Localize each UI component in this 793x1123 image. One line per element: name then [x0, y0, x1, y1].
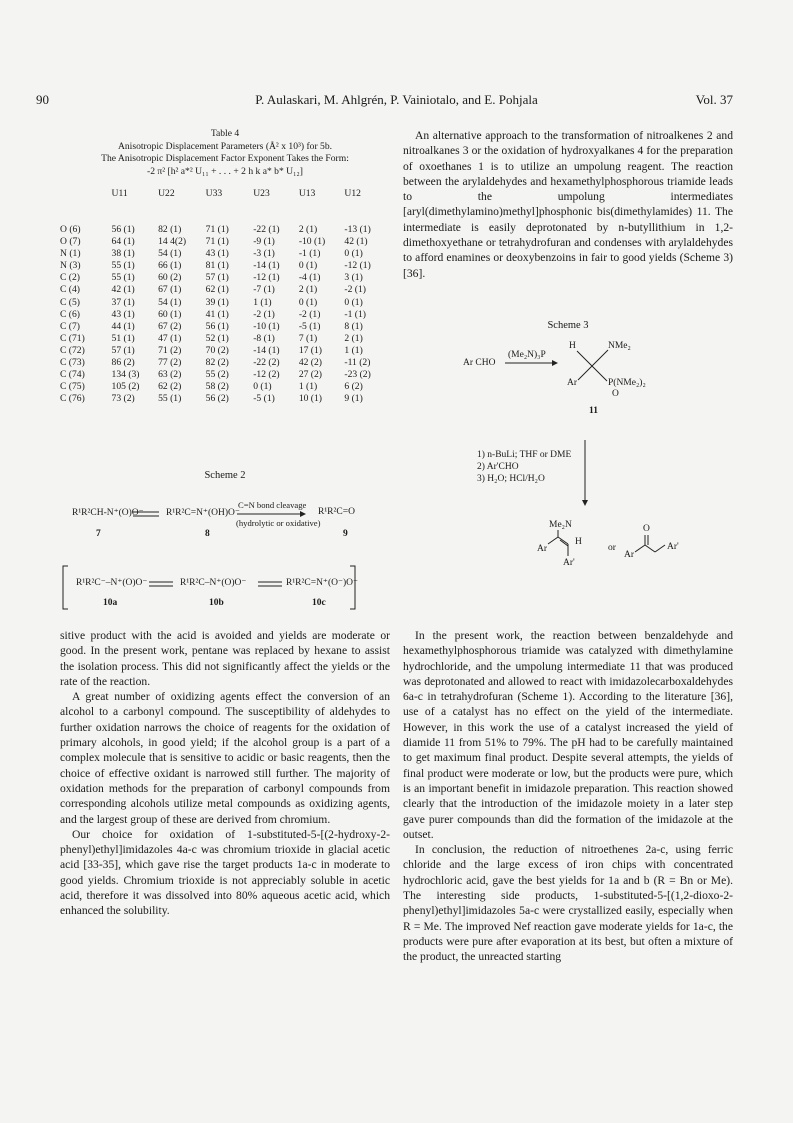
table-caption-line3: -2 π² [h² a*² U₁₁ + . . . + 2 h k a* b* U₁₂]: [147, 165, 303, 177]
page-number: 90: [36, 92, 49, 107]
table-cell: 71 (2): [158, 344, 182, 356]
table-cell: -10 (1): [298, 236, 326, 248]
col-header: U22: [158, 188, 175, 199]
scheme-3-title: Scheme 3: [547, 320, 589, 331]
product-11-ar: Ar: [567, 378, 578, 388]
table-cell: -3 (1): [253, 248, 275, 260]
table-cell: 42 (1): [111, 284, 135, 296]
table-cell: 8 (1): [344, 320, 363, 332]
table-cell: 86 (2): [111, 357, 135, 369]
table-cell: -1 (1): [344, 308, 366, 320]
compound-10c-label: 10c: [312, 598, 326, 608]
table-cell: 39 (1): [205, 296, 229, 308]
compound-10a-label: 10a: [103, 598, 118, 608]
compound-10b-label: 10b: [209, 598, 224, 608]
table-cell: -12 (1): [344, 260, 371, 272]
table-cell: 51 (1): [111, 332, 135, 344]
scheme-2-title: Scheme 2: [204, 470, 246, 481]
product-11-nme2: NMe₂: [608, 341, 631, 351]
compound-8-structure: R¹R²C=N⁺(OH)O⁻: [166, 508, 240, 518]
table-cell: 73 (2): [111, 393, 135, 405]
table-cell: 0 (1): [344, 248, 363, 260]
scheme-3-condition-2: 2) Ar'CHO: [477, 462, 519, 472]
enamine-me2n: Me₂N: [549, 520, 572, 530]
table-cell: 82 (2): [205, 357, 229, 369]
table-cell: -4 (1): [298, 272, 321, 284]
table-cell: 66 (1): [158, 260, 182, 272]
scheme-3-or: or: [608, 543, 616, 553]
table-cell: 57 (1): [205, 272, 229, 284]
product-11-phosphonic: P(NMe₂)₂: [608, 378, 646, 388]
table-cell: 71 (1): [205, 224, 229, 235]
atom-label-cell: C (4): [60, 284, 80, 296]
table-cell: -22 (2): [253, 357, 280, 369]
table-cell: -14 (1): [253, 260, 280, 272]
atom-label-cell: N (1): [60, 248, 81, 260]
table-cell: -8 (1): [253, 332, 275, 344]
atom-label-cell: C (75): [60, 381, 85, 393]
table-cell: 14 4(2): [158, 236, 187, 248]
table-cell: 58 (2): [205, 381, 229, 393]
ketone-oxygen: O: [643, 524, 650, 534]
paragraph: A great number of oxidizing agents effect the conversion of an alcohol to a carbonyl compound. The susceptibility of aldehydes to further oxidation narrows the choice of reagents for the oxidation of primary alcohols, in good yield; if the alcohol group is a part of a complex molecule that is sensitive to acidic or basic reagents, then the choice of effective oxidant is narrowed still further. The majority of oxidation methods for the preparation of carbonyl compounds from corresponding alcohols utilize metal compounds as oxidizing agents, and the largest group of these are derived from chromium.: [60, 690, 390, 826]
table-cell: 70 (2): [205, 344, 229, 356]
table-cell: -2 (1): [253, 308, 275, 320]
table-cell: -7 (1): [253, 284, 275, 296]
table-cell: 2 (1): [298, 284, 318, 296]
ketone-ar: Ar: [624, 550, 635, 560]
col-header: U13: [298, 188, 316, 199]
table-cell: 1 (1): [298, 381, 318, 393]
table-cell: 38 (1): [111, 248, 135, 260]
col-header: U11: [111, 188, 128, 199]
ketone-ar-prime: Ar': [667, 542, 679, 552]
compound-10b-structure: R¹R²C–N⁺(O)O⁻: [180, 578, 247, 588]
table-cell: 62 (1): [205, 284, 229, 296]
table-cell: -14 (1): [253, 344, 280, 356]
paragraph: In conclusion, the reduction of nitroethenes 2a-c, using ferric chloride and the large excess of iron chips with concentrated hydrochloric acid, gave the best yields for 1a and b (R = Bn or Me). The interesting side products, 1-substituted-5-[(1,2-dioxo-2-phenyl)ethyl]imidazoles 5a-c were crystallized easily, especially when R = Me. The improved Nef reaction gave moderate yields for 1a-c, the products were pure after evaporation at its best, but often a mixture of the product, the unreacted starting: [403, 843, 733, 964]
atom-label-cell: C (73): [60, 357, 85, 369]
table-cell: 82 (1): [158, 224, 182, 235]
table-cell: 56 (1): [111, 224, 135, 235]
table-cell: 54 (1): [158, 248, 182, 260]
enamine-ar-prime: Ar': [563, 558, 575, 568]
table-cell: 81 (1): [205, 260, 229, 272]
scheme-3-condition-1: 1) n-BuLi; THF or DME: [477, 450, 572, 460]
table-cell: 0 (1): [298, 260, 318, 272]
table-caption-line2: The Anisotropic Displacement Factor Exponent Takes the Form:: [101, 153, 349, 164]
table-cell: 62 (2): [158, 381, 182, 393]
scheme-3-reactant: Ar CHO: [463, 358, 496, 368]
table-cell: -5 (1): [298, 320, 321, 332]
volume-label: Vol. 37: [695, 92, 733, 107]
atom-label-cell: O (6): [60, 224, 81, 235]
table-cell: 56 (2): [205, 393, 229, 405]
table-cell: 64 (1): [111, 236, 135, 248]
scheme-3-condition-3: 3) H₂O; HCl/H₂O: [477, 474, 545, 484]
table-cell: -1 (1): [298, 248, 321, 260]
compound-9-structure: R¹R²C=O: [318, 507, 355, 517]
table-cell: 134 (3): [111, 369, 140, 381]
table-cell: 55 (1): [158, 393, 182, 405]
compound-10a-structure: R¹R²C⁻–N⁺(O)O⁻: [76, 578, 148, 588]
table-cell: -10 (1): [253, 320, 280, 332]
compound-8-label: 8: [205, 529, 210, 539]
table-cell: 7 (1): [298, 332, 318, 344]
product-11-label: 11: [589, 406, 598, 416]
paragraph: Our choice for oxidation of 1-substituted-5-[(2-hydroxy-2-phenyl)ethyl]imidazoles 4a-c was chromium trioxide in glacial acetic acid [33-35], which gave rise the target products 1a-c in moderate to good yields. Chromium trioxide is not appreciably soluble in acetic acid, therefore it was dissolved into 80% aqueous acetic acid, which enhanced the solubility.: [60, 827, 390, 918]
running-authors: P. Aulaskari, M. Ahlgrén, P. Vainiotalo, and E. Pohjala: [255, 92, 538, 107]
atom-label-cell: N (3): [60, 260, 81, 272]
table-cell: -12 (2): [253, 369, 280, 381]
table-cell: 71 (1): [205, 236, 229, 248]
table-cell: 27 (2): [298, 369, 322, 381]
table-cell: 0 (1): [253, 381, 272, 393]
table-cell: 54 (1): [158, 296, 182, 308]
atom-label-cell: C (72): [60, 344, 85, 356]
atom-label-cell: O (7): [60, 236, 81, 248]
table-cell: -13 (1): [344, 224, 371, 235]
paragraph: In the present work, the reaction between benzaldehyde and hexamethylphosphorous triamide was catalyzed with dimethylamine hydrochloride, and the umpolung intermediate 11 that was produced was deprotonated and allowed to react with imidazolecarboxaldehydes 6a-c in tetrahydrofuran (Scheme 1). According to the literature [36], use of a catalyst has no effect on the yield of the intermediate. However, in this work the use of a catalyst increased the yield of diamide 11 from 51% to 79%. The pH had to be carefully maintained to get maximum final product. Despite several attempts, the yields of final product were moderate or low, but the products were pure, which is an important benefit in imidazole preparation. This reaction showed clearly that the introduction of the imidazole moiety in a later step gave purer compounds than did the formation of the imidazole at the outset.: [403, 629, 733, 841]
right-column-text: [403, 628, 733, 965]
col-header: U12: [344, 188, 361, 199]
table-cell: 57 (1): [111, 344, 135, 356]
table-cell: 67 (1): [158, 284, 182, 296]
table-cell: 105 (2): [111, 381, 140, 393]
paragraph: sitive product with the acid is avoided and yields are moderate or good. In the present work, pentane was replaced by hexane to assist the isolation process. This did not significantly affect the yields or the rate of the reaction.: [60, 629, 390, 688]
table-cell: 55 (1): [111, 260, 135, 272]
table-cell: 0 (1): [344, 296, 363, 308]
table-cell: 52 (1): [205, 332, 229, 344]
atom-label-cell: C (6): [60, 308, 80, 320]
table-cell: 6 (2): [344, 381, 363, 393]
table-cell: 1 (1): [253, 296, 272, 308]
table-cell: 42 (1): [344, 236, 368, 248]
atom-label-cell: C (2): [60, 272, 80, 284]
compound-7-structure: R¹R²CH-N⁺(O)O⁻: [72, 508, 144, 518]
table-cell: 56 (1): [205, 320, 229, 332]
table-cell: -5 (1): [253, 393, 275, 405]
table-cell: 55 (1): [111, 272, 135, 284]
table-cell: 60 (2): [158, 272, 182, 284]
compound-7-label: 7: [96, 529, 101, 539]
col-header: U33: [205, 188, 223, 199]
table-title: Table 4: [210, 128, 240, 139]
table-cell: -22 (1): [253, 224, 280, 235]
scheme-2-arrow-top: C=N bond cleavage: [238, 500, 307, 510]
table-cell: 47 (1): [158, 332, 182, 344]
table-cell: 55 (2): [205, 369, 229, 381]
table-cell: 2 (1): [344, 332, 363, 344]
enamine-ar: Ar: [537, 544, 548, 554]
table-cell: 42 (2): [298, 357, 322, 369]
atom-label-cell: C (5): [60, 296, 80, 308]
scheme-2-arrow-bottom: (hydrolytic or oxidative): [236, 518, 321, 528]
compound-9-label: 9: [343, 529, 348, 539]
table-caption-line1: Anisotropic Displacement Parameters (Å² x 10³) for 5b.: [117, 140, 333, 152]
table-cell: -11 (2): [344, 357, 371, 369]
table-cell: 3 (1): [344, 272, 363, 284]
table-cell: 10 (1): [298, 393, 322, 405]
enamine-h: H: [575, 537, 582, 547]
atom-label-cell: C (7): [60, 320, 80, 332]
product-11-h: H: [569, 341, 576, 351]
table-cell: 0 (1): [298, 296, 318, 308]
table-cell: 67 (2): [158, 320, 182, 332]
table-cell: -2 (1): [344, 284, 366, 296]
table-cell: -12 (1): [253, 272, 280, 284]
table-cell: 1 (1): [344, 344, 363, 356]
col-header: U23: [253, 188, 270, 199]
table-cell: -23 (2): [344, 369, 371, 381]
table-cell: 44 (1): [111, 320, 135, 332]
table-cell: 60 (1): [158, 308, 182, 320]
table-cell: 43 (1): [205, 248, 229, 260]
atom-label-cell: C (71): [60, 332, 85, 344]
scheme-3-reagent: (Me₂N)₃P: [508, 350, 546, 360]
table-cell: 77 (2): [158, 357, 182, 369]
table-cell: -9 (1): [253, 236, 275, 248]
table-cell: 37 (1): [111, 296, 135, 308]
table-cell: 43 (1): [111, 308, 135, 320]
table-cell: 41 (1): [205, 308, 229, 320]
table-cell: 63 (2): [158, 369, 182, 381]
table-cell: -2 (1): [298, 308, 321, 320]
atom-label-cell: C (76): [60, 393, 85, 405]
compound-10c-structure: R¹R²C=N⁺(O⁻)O⁻: [286, 578, 359, 588]
product-11-oxygen: O: [612, 389, 619, 399]
table-cell: 17 (1): [298, 344, 322, 356]
table-cell: 2 (1): [298, 224, 318, 235]
atom-label-cell: C (74): [60, 369, 85, 381]
table-cell: 9 (1): [344, 393, 363, 405]
paragraph: An alternative approach to the transformation of nitroalkenes 2 and nitroalkanes 3 or the oxidation of hydroxyalkanes 4 for the preparation of oxoethanes 1 is to utilize an umpolung reagent. The reaction between the arylaldehydes and hexamethylphosphorous triamide leads to the umpolung intermediates [aryl(dimethylamino)methyl]phosphonic bis(dimethylamides) 11. The intermediate is easily deprotonated by n-butyllithium in 1,2-dimethoxyethane or tetrahydrofuran and condenses with arylaldehydes to afford enamines or deoxybenzoins in fair to good yields (Scheme 3) [36].: [403, 129, 733, 280]
